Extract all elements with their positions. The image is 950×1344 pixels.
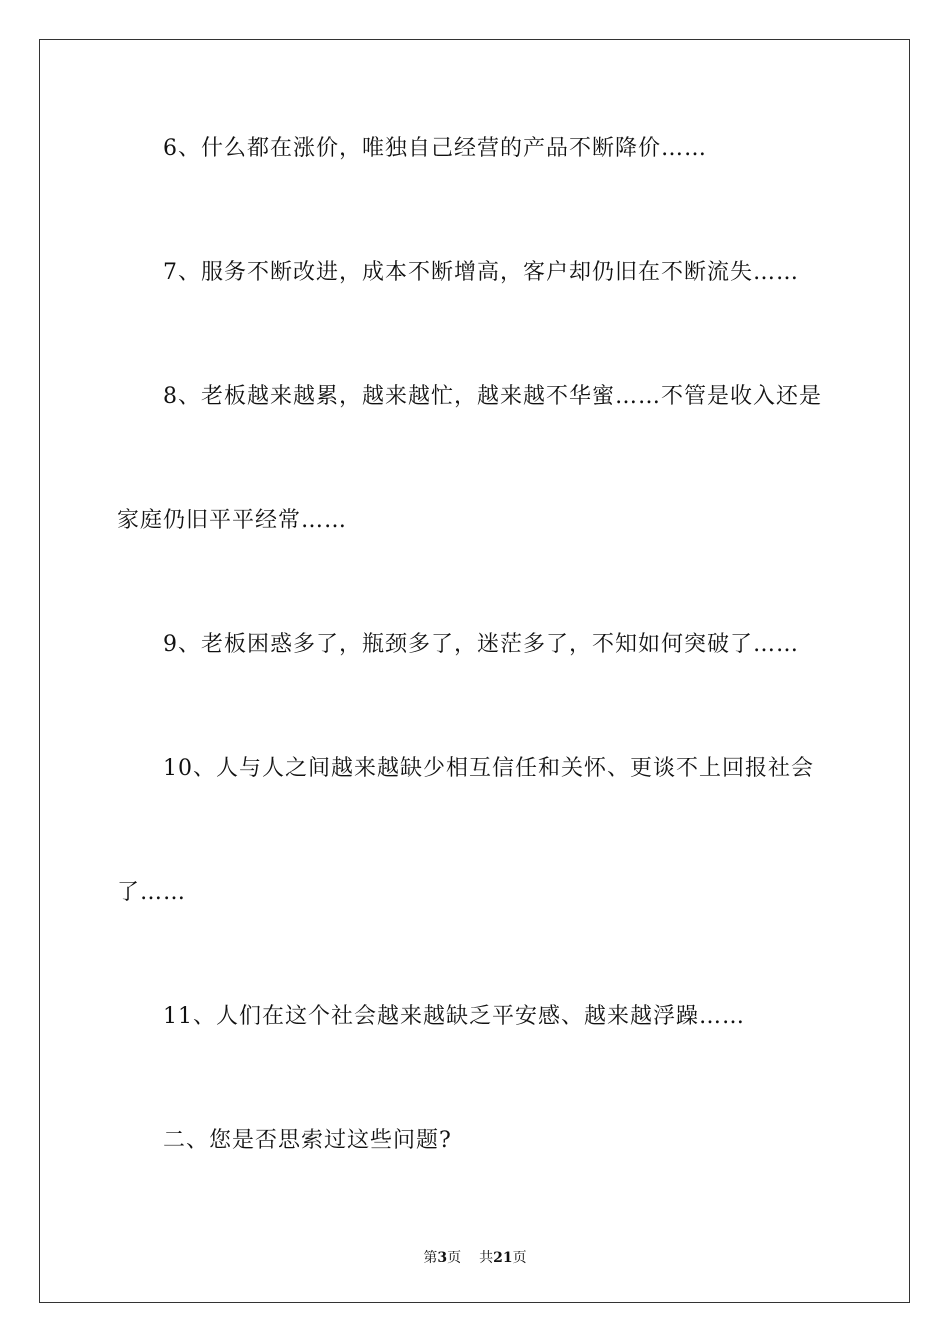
total-pages: 21: [493, 1250, 513, 1266]
paragraph-text: 10、人与人之间越来越缺少相互信任和关怀、更谈不上回报社会了……: [117, 756, 814, 905]
paragraph-text: 8、老板越来越累，越来越忙，越来越不华蜜……不管是收入还是家庭仍旧平平经常……: [117, 384, 822, 533]
paragraph-text: 7、服务不断改进，成本不断增高，客户却仍旧在不断流失……: [163, 260, 799, 285]
paragraph-item-11: [117, 955, 837, 1079]
paragraph-text: 9、老板困惑多了，瓶颈多了，迷茫多了，不知如何突破了……: [163, 632, 799, 657]
paragraph-item-9: [117, 583, 837, 707]
page-prefix: 第: [423, 1250, 438, 1266]
paragraph-item-8: [117, 335, 837, 583]
paragraph-item-7: [117, 211, 837, 335]
page-footer: [0, 1247, 950, 1267]
paragraph-item-6: [117, 87, 837, 211]
total-prefix: 共: [479, 1250, 494, 1266]
paragraph-text: 6、什么都在涨价，唯独自己经营的产品不断降价……: [163, 136, 707, 161]
section-heading: [117, 1079, 837, 1203]
paragraph-text: 11、人们在这个社会越来越缺乏平安感、越来越浮躁……: [163, 1004, 745, 1029]
page-number: 3: [437, 1250, 448, 1266]
page-suffix: 页: [447, 1250, 462, 1266]
paragraph-item-10: [117, 707, 837, 955]
total-suffix: 页: [512, 1250, 527, 1266]
section-heading-text: 二、您是否思索过这些问题?: [163, 1128, 452, 1153]
